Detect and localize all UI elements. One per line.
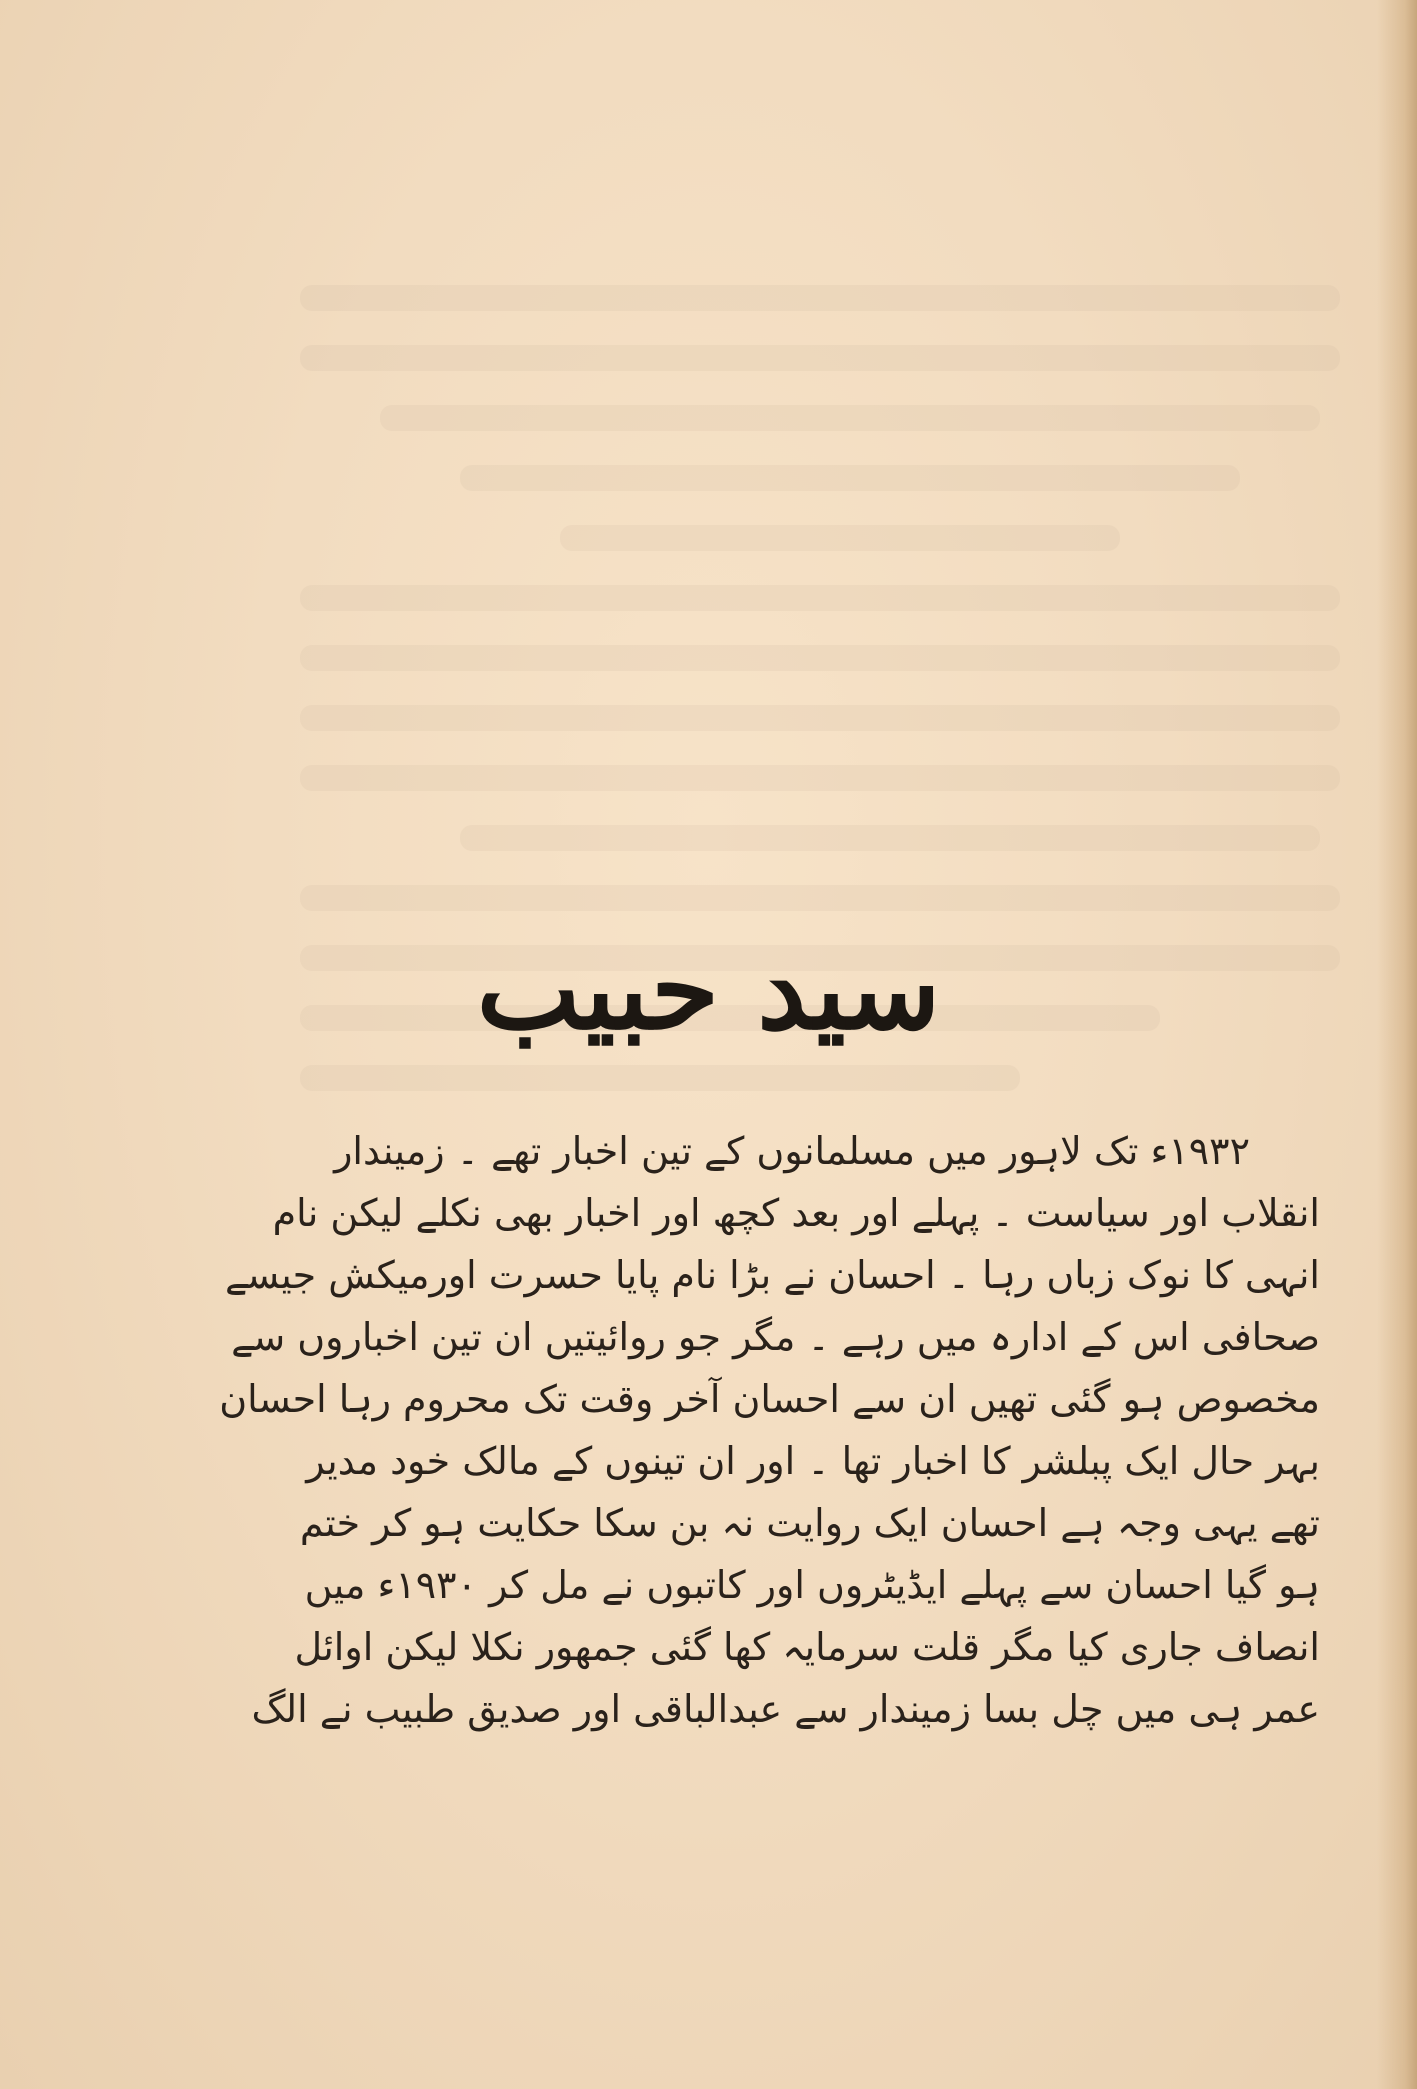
paragraph-line: انہی کا نوک زباں رہا ۔ احسان نے بڑا نام پایا حسرت اورمیکش جیسے <box>225 1253 1320 1297</box>
show-through-line <box>460 465 1240 491</box>
show-through-line <box>300 345 1340 371</box>
show-through-line <box>300 705 1340 731</box>
paragraph-line: انصاف جاری کیا مگر قلت سرمایہ کھا گئی جمھور نکلا لیکن اوائل <box>294 1625 1320 1669</box>
paragraph-line: عمر ہی میں چل بسا زمیندار سے عبدالباقی اور صدیق طبیب نے الگ <box>251 1687 1320 1731</box>
paragraph-line: انقلاب اور سیاست ۔ پہلے اور بعد کچھ اور اخبار بھی نکلے لیکن نام <box>272 1191 1320 1235</box>
paragraph-line: ہو گیا احسان سے پہلے ایڈیٹروں اور کاتبوں نے مل کر ۱۹۳۰ء میں <box>304 1563 1320 1607</box>
show-through-line <box>300 285 1340 311</box>
show-through-line <box>560 525 1120 551</box>
body-paragraph <box>140 1120 1320 1740</box>
show-through-line <box>460 825 1320 851</box>
paragraph-line: صحافی اس کے ادارہ میں رہے ۔ مگر جو روائیتیں ان تین اخباروں سے <box>231 1315 1320 1359</box>
paragraph-line: ۱۹۳۲ء تک لاہور میں مسلمانوں کے تین اخبار تھے ۔ زمیندار <box>334 1129 1250 1173</box>
show-through-line <box>300 585 1340 611</box>
paragraph-line: بہر حال ایک پبلشر کا اخبار تھا ۔ اور ان تینوں کے مالک خود مدیر <box>306 1439 1320 1483</box>
show-through-line <box>300 1065 1020 1091</box>
show-through-line <box>300 765 1340 791</box>
paragraph-line: مخصوص ہو گئی تھیں ان سے احسان آخر وقت تک محروم رہا احسان <box>219 1377 1320 1421</box>
chapter-heading: سید حبیب <box>476 925 941 1054</box>
paragraph-line: تھے یہی وجہ ہے احسان ایک روایت نہ بن سکا حکایت ہو کر ختم <box>299 1501 1320 1545</box>
show-through-line <box>300 885 1340 911</box>
show-through-line <box>300 645 1340 671</box>
show-through-line <box>380 405 1320 431</box>
